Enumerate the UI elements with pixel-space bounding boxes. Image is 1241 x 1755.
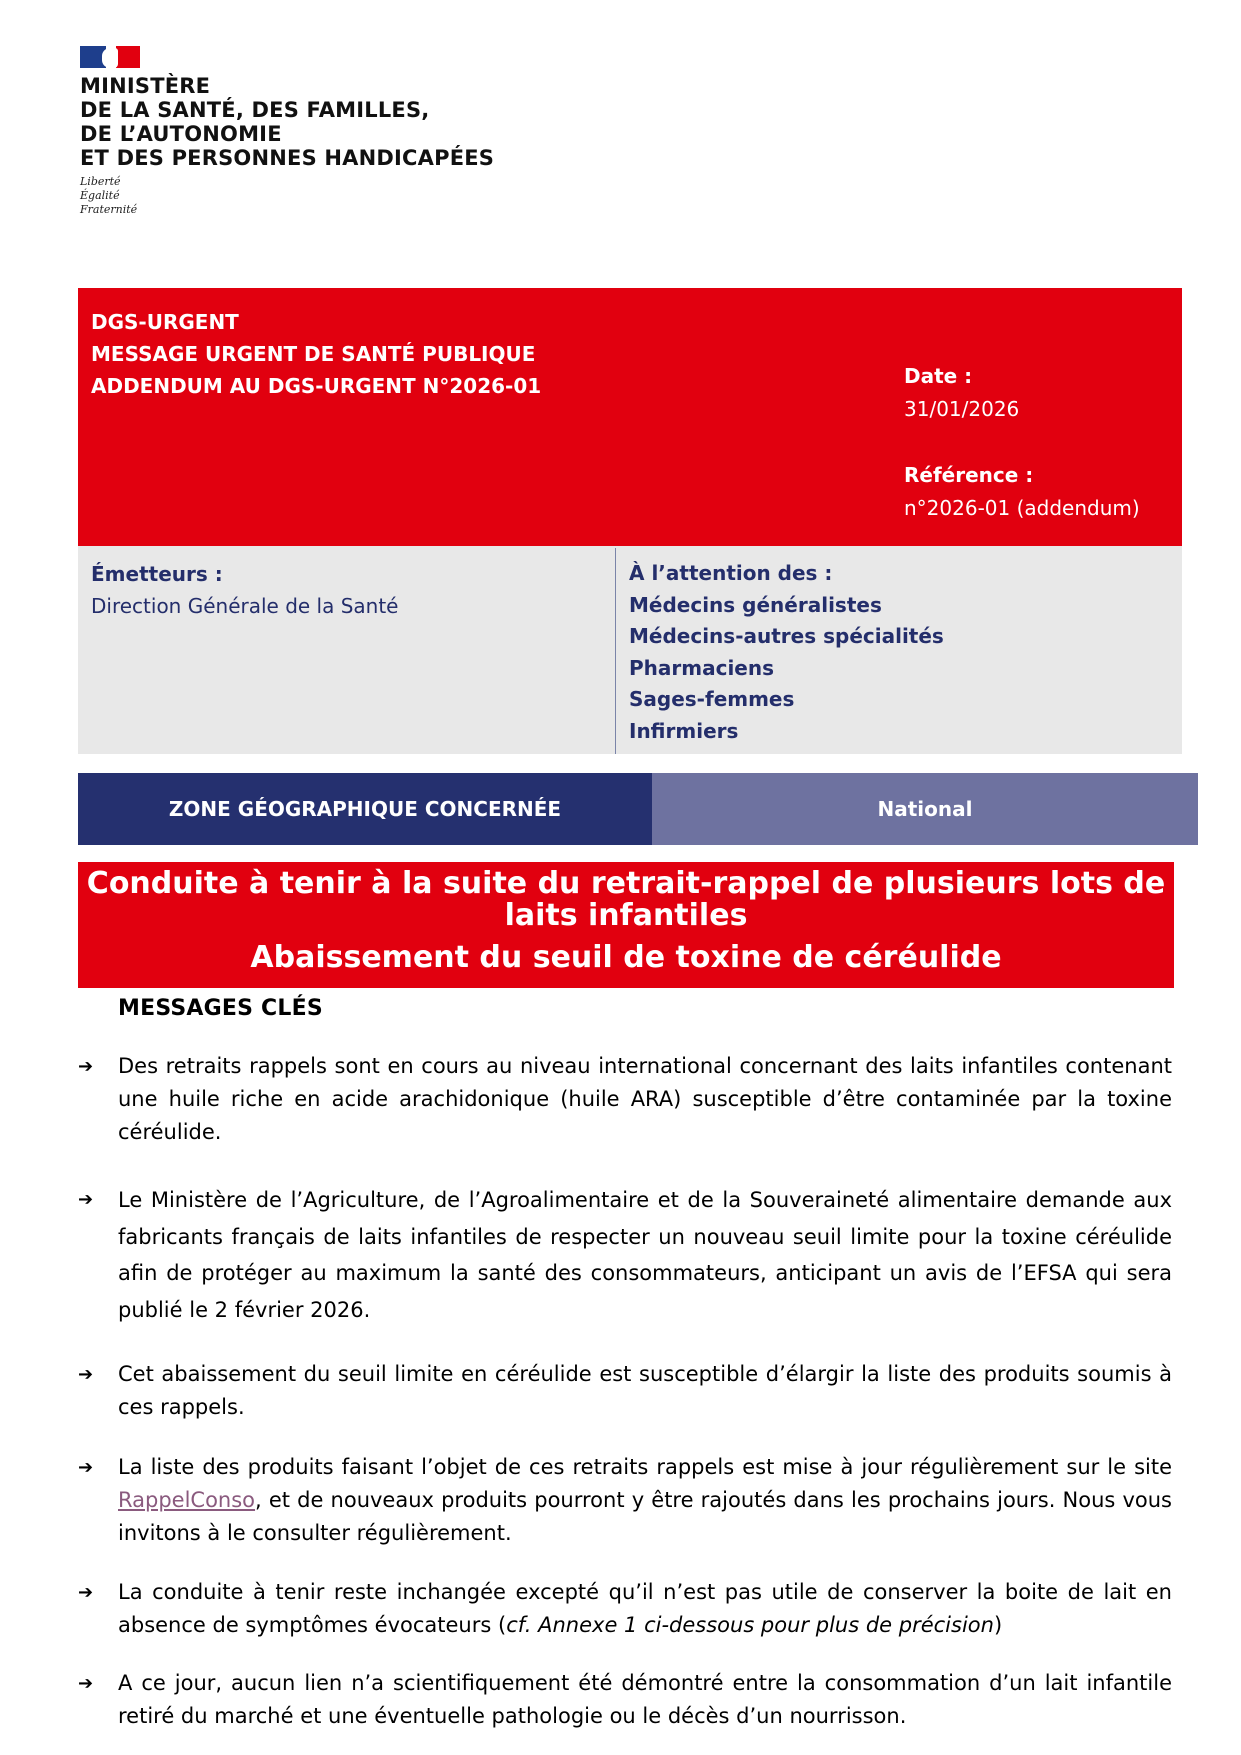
text-segment: ): [993, 1613, 1003, 1637]
key-message-text: [118, 1451, 1172, 1550]
text-segment: , et de nouveaux produits pourront y être rajoutés dans les prochains jours. Nous vous invitons à le consulter régulièrement.: [118, 1488, 1172, 1545]
key-message-item: [78, 1358, 1172, 1424]
zone-label: ZONE GÉOGRAPHIQUE CONCERNÉE: [78, 773, 652, 845]
issuers-block: [91, 558, 399, 622]
header-meta: [904, 360, 1140, 525]
motto-line: Fraternité: [80, 203, 138, 216]
recipients-label: À l’attention des :: [629, 561, 833, 585]
document-subtitle: Abaissement du seuil de toxine de céréulide: [250, 940, 1002, 975]
date-label: Date :: [904, 364, 973, 388]
ministry-line: DE L’AUTONOMIE: [80, 122, 282, 146]
recipient-item: Infirmiers: [629, 718, 739, 743]
ministry-line: DE LA SANTÉ, DES FAMILLES,: [80, 98, 430, 122]
annex-reference: cf. Annexe 1 ci-dessous pour plus de précision: [506, 1613, 994, 1637]
issuers-value: Direction Générale de la Santé: [91, 594, 399, 618]
arrow-right-icon: ➔: [78, 1673, 94, 1694]
key-messages-heading: MESSAGES CLÉS: [118, 996, 323, 1021]
key-message-item: [78, 1667, 1172, 1733]
recipient-item: Médecins-autres spécialités: [629, 624, 944, 648]
key-message-item: [78, 1050, 1172, 1149]
key-message-item: [78, 1451, 1172, 1550]
ministry-line: MINISTÈRE: [80, 74, 211, 98]
republic-motto: [80, 175, 494, 217]
document-title: Conduite à tenir à la suite du retrait-rappel de plusieurs lots de laits infantiles: [86, 866, 1166, 933]
marianne-icon: [102, 48, 118, 68]
recipient-item: Pharmaciens: [629, 655, 775, 680]
rappelconso-link[interactable]: RappelConso: [118, 1488, 256, 1512]
header-title-message: MESSAGE URGENT DE SANTÉ PUBLIQUE: [91, 342, 536, 366]
key-message-item: [78, 1576, 1172, 1642]
reference-label: Référence :: [904, 463, 1034, 487]
issuers-recipients-panel: [78, 546, 1182, 754]
text-segment: La conduite à tenir reste inchangée excepté qu’il n’est pas utile de conserver la boite de lait en absence de symptômes évocateurs (: [118, 1580, 1172, 1637]
key-message-text: A ce jour, aucun lien n’a scientifiquement été démontré entre la consommation d’un lait infantile retiré du marché et une éventuelle pathologie ou le décès d’un nourrisson.: [118, 1671, 1172, 1728]
key-message-text: Des retraits rappels sont en cours au niveau international concernant des laits infantiles contenant une huile riche en acide arachidonique (huile ARA) susceptible d’être contaminée par la toxine céréulide.: [118, 1054, 1172, 1144]
key-message-text: Cet abaissement du seuil limite en céréulide est susceptible d’élargir la liste des produits soumis à ces rappels.: [118, 1362, 1172, 1419]
arrow-right-icon: ➔: [78, 1364, 94, 1385]
geographic-zone-bar: [78, 773, 1198, 845]
arrow-right-icon: ➔: [78, 1189, 94, 1210]
recipients-block: [629, 558, 944, 747]
header-title-addendum: ADDENDUM AU DGS-URGENT N°2026-01: [91, 374, 542, 398]
urgent-header: [78, 288, 1182, 546]
motto-line: Égalité: [80, 189, 120, 202]
arrow-right-icon: ➔: [78, 1457, 94, 1478]
column-divider: [615, 548, 616, 754]
header-titles: [91, 306, 541, 402]
ministry-logo: [80, 46, 494, 217]
issuers-label: Émetteurs :: [91, 562, 223, 586]
zone-value: National: [652, 773, 1198, 845]
document-title-box: [78, 862, 1174, 988]
key-message-text: Le Ministère de l’Agriculture, de l’Agroalimentaire et de la Souveraineté alimentaire demande aux fabricants français de laits infantiles de respecter un nouveau seuil limite pour la toxine céréulide afin de protéger au maximum la santé des consommateurs, anticipant un avis de l’EFSA qui sera publié le 2 février 2026.: [118, 1188, 1172, 1322]
motto-line: Liberté: [80, 175, 121, 188]
key-message-text: [118, 1576, 1172, 1642]
key-message-item: [78, 1182, 1172, 1328]
header-title-dgs-urgent: DGS-URGENT: [91, 310, 239, 334]
ministry-name: [80, 74, 494, 170]
ministry-line: ET DES PERSONNES HANDICAPÉES: [80, 146, 495, 170]
recipient-item: Médecins généralistes: [629, 592, 882, 617]
arrow-right-icon: ➔: [78, 1056, 94, 1077]
arrow-right-icon: ➔: [78, 1582, 94, 1603]
text-segment: La liste des produits faisant l’objet de ces retraits rappels est mise à jour régulièrement sur le site: [118, 1455, 1172, 1479]
recipient-item: Sages-femmes: [629, 687, 795, 711]
date-value: 31/01/2026: [904, 397, 1020, 421]
french-flag-icon: [80, 46, 140, 68]
reference-value: n°2026-01 (addendum): [904, 496, 1140, 520]
